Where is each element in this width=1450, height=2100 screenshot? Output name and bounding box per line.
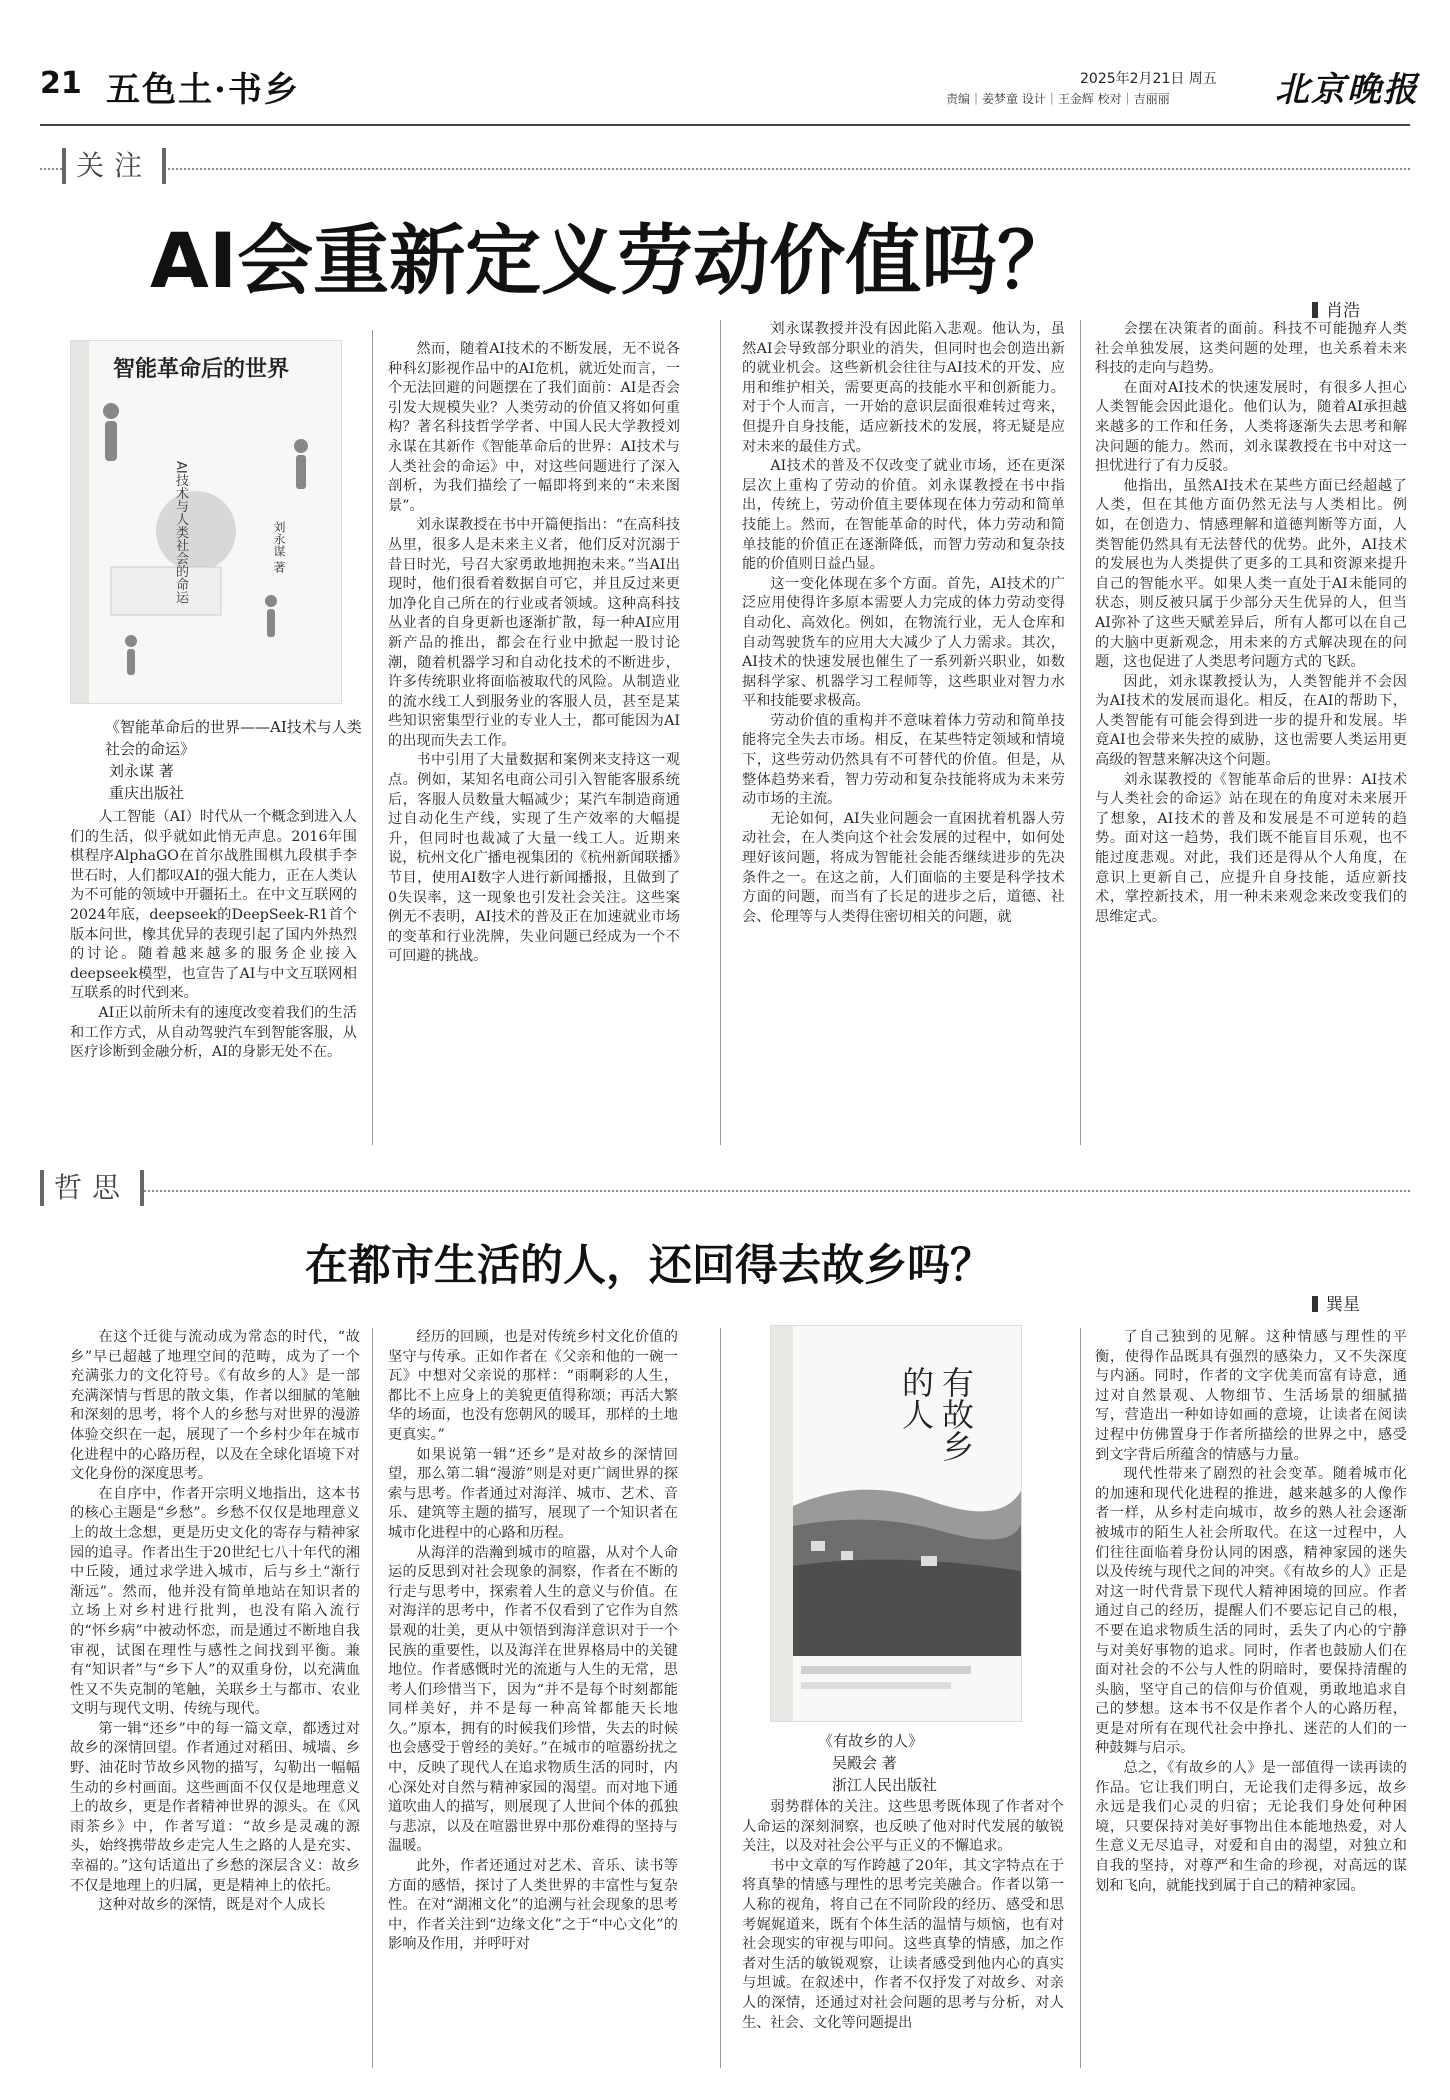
byline-marker — [1312, 1296, 1318, 1312]
article2-column-4 — [1095, 1328, 1407, 2068]
article1-column-3 — [742, 320, 1065, 1145]
paragraph: 现代性带来了剧烈的社会变革。随着城市化的加速和现代化进程的推进，越来越多的人像作者一样，从乡村走向城市，故乡的熟人社会逐渐被城市的陌生人社会所取代。在这一过程中，人们往往面临着身份认同的困惑，精神家园的迷失以及传统与现代之间的冲突。《有故乡的人》正是对这一时代背景下现代人精神困境的回应。作者通过自己的经历，提醒人们不要忘记自己的根，不要在追求物质生活的同时，丢失了内心的宁静与对美好事物的追求。同时，作者也鼓励人们在面对社会的不公与人性的阴暗时，要保持清醒的头脑，坚守自己的信仰与价值观，勇敢地追求自己的梦想。这本书不仅是作者个人的心路历程，更是对所有在现代社会中挣扎、迷茫的人们的一种鼓舞与启示。 — [1095, 1466, 1407, 1757]
page-number: 21 — [40, 66, 82, 101]
book-caption-publisher: 重庆出版社 — [109, 784, 185, 802]
paragraph: AI正以前所未有的速度改变着我们的生活和工作方式，从自动驾驶汽车到智能客服，从医疗诊断到金融分析，AI的身影无处不在。 — [70, 1004, 357, 1061]
paragraph: 第一辑“还乡”中的每一篇文章，都透过对故乡的深情回望。作者通过对稻田、城墙、乡野、油花时节故乡风物的描写，勾勒出一幅幅生动的乡村画面。这些画面不仅仅是地理意义上的故乡，更是作者精神世界的源头。在《风雨茶乡》中，作者写道：“故乡是灵魂的源头，始终携带故乡走完人生之路的人是充实、幸福的。”这句话道出了乡愁的深层含义：故乡不仅是地理上的归属，更是精神上的依托。 — [70, 1720, 360, 1894]
paragraph: AI技术的普及不仅改变了就业市场，还在更深层次上重构了劳动的价值。刘永谋教授在书中指出，传统上，劳动价值主要体现在体力劳动和简单技能上。然而，在智能革命的时代，体力劳动和简单技能的价值正在逐渐降低，而智力劳动和复杂技能的价值则日益凸显。 — [742, 458, 1065, 573]
byline-author: 肖浩 — [1326, 301, 1360, 321]
paragraph: 总之，《有故乡的人》是一部值得一读再读的作品。它让我们明白，无论我们走得多远，故乡永远是我们心灵的归宿；无论我们身处何种困境，只要保持对美好事物出住本能地热爱，对人生意义无尽追寻，对爱和自由的渴望，对独立和自我的坚持，对尊严和生命的珍视，对高远的谋划和飞向，就能找到属于自己的精神家园。 — [1095, 1760, 1407, 1894]
paragraph: 劳动价值的重构并不意味着体力劳动和简单技能将完全失去市场。相反，在某些特定领域和情境下，这些劳动仍然具有不可替代的价值。但是，从整体趋势来看，智力劳动和复杂技能将成为未来劳动市场的主流。 — [742, 712, 1065, 808]
book-cover-image — [70, 340, 342, 704]
book-caption-title: 《智能革命后的世界——AI技术与人类社会的命运》 — [105, 718, 362, 758]
paragraph: 人工智能（AI）时代从一个概念到进入人们的生活，似乎就如此悄无声息。2016年围棋程序AlphaGO在首尔战胜围棋九段棋手李世石时，人们都叹AI的强大能力，正在人类认为不可能的领域中开疆拓土。在中文互联网的2024年底，deepseek的DeepSeek-R1首个版本问世，橡其优异的表现引起了国内外热烈的讨论。随着越来越多的服务企业接入deepseek模型，也宣告了AI与中文互联网相互联系的时代到来。 — [70, 809, 357, 1002]
paragraph: 书中引用了大量数据和案例来支持这一观点。例如，某知名电商公司引入智能客服系统后，客服人员数量大幅减少；某汽车制造商通过自动化生产线，实现了生产效率的大幅提升，但同时也裁减了大量一线工人。近期来说，杭州文化广播电视集团的《杭州新闻联播》节目，使用AI数字人进行新闻播报，且做到了0失误率，这一现象也引发社会关注。这些案例无不表明，AI技术的普及正在加速就业市场的变革和行业洗牌，失业问题已经成为一个不可回避的挑战。 — [388, 752, 680, 965]
paragraph: 在自序中，作者开宗明义地指出，这本书的核心主题是“乡愁”。乡愁不仅仅是地理意义上的故土念想，更是历史文化的寄存与精神家园的追寻。作者出生于20世纪七八十年代的湘中丘陵，通过求学进入城市，后与乡土“渐行渐远”。然而，他并没有简单地站在知识者的立场上对乡村进行批判，也没有陷入流行的“怀乡病”中被动怀恋，而是通过不断地自我审视，试图在理性与感性之间找到平衡。兼有“知识者”与“乡下人”的双重身份，以充满血性又不失克制的笔触，关联乡土与都市、农业文明与现代文明、传统与现代。 — [70, 1485, 360, 1718]
book-cover-image — [770, 1325, 1022, 1722]
article2-column-1 — [70, 1328, 360, 2068]
paragraph: 经历的回顾，也是对传统乡村文化价值的坚守与传承。正如作者在《父亲和他的一碗一瓦》中想对父亲说的那样：“雨啊彩的人生，都比不上应身上的美貌更值得称颂；再活大繁华的场面，也没有您朝风的暖耳，那样的土地更真实。” — [388, 1329, 678, 1443]
book-cover-art — [71, 341, 341, 703]
editor-credits: 责编｜姜梦童 设计｜王金辉 校对｜吉丽丽 — [946, 92, 1170, 106]
article2-column-3 — [742, 1798, 1064, 2068]
book-cover-author: 刘永谋 著 — [272, 521, 286, 573]
paragraph: 书中文章的写作跨越了20年，其文字特点在于将真挚的情感与理性的思考完美融合。作者以第一人称的视角，将自己在不同阶段的经历、感受和思考娓娓道来，既有个体生活的温情与烦恼，也有对社会现实的审视与叩问。这些真挚的情感，加之作者对生活的敏锐观察，让读者感受到他内心的真实与坦诚。在叙述中，作者不仅抒发了对故乡、对亲人的深情，还通过对社会问题的思考与分析，对人生、社会、文化等问题提出 — [742, 1857, 1064, 2031]
book-caption-author: 吴殿会 著 — [832, 1754, 897, 1772]
paragraph: 他指出，虽然AI技术在某些方面已经超越了人类，但在其他方面仍然无法与人类相比。例如，在创造力、情感理解和道德判断等方面，人类智能仍然具有无法替代的优势。此外，AI技术的发展也为人类提供了更多的工具和资源来提升自己的智能水平。如果人类一直处于AI未能同的状态，则反被只属于少部分天生优异的人，但当AI弥补了这些天赋差异后，所有人都可以在自己的大脑中更新观念，用未来的方式解决现在的问题，这也促进了人类思考问题方式的飞跃。 — [1095, 477, 1407, 671]
header-rule — [40, 124, 1410, 126]
paragraph: 刘永谋教授并没有因此陷入悲观。他认为，虽然AI会导致部分职业的消失，但同时也会创造出新的就业机会。这些新机会往往与AI技术的开发、应用和维护相关，需要更高的技能水平和创新能力。对于个人而言，一开始的意识层面很难转过弯来，但提升自身技能，适应新技术的发展，将无疑是应对未来的最佳方式。 — [742, 321, 1065, 455]
paragraph: 这一变化体现在多个方面。首先，AI技术的广泛应用使得许多原本需要人力完成的体力劳动变得自动化、高效化。例如，在物流行业，无人仓库和自动驾驶货车的应用大大减少了人力需求。其次，AI技术的快速发展也催生了一系列新兴职业，如数据科学家、机器学习工程师等，这些职业对智力水平和技能要求极高。 — [742, 575, 1065, 710]
newspaper-logo: 北京晚报 — [1275, 70, 1419, 110]
column-rule — [720, 320, 721, 1145]
page-header — [30, 62, 1420, 122]
column-rule — [1080, 320, 1081, 1145]
book-cover-subtitle: AI技术与人类社会的命运 — [173, 461, 188, 604]
paragraph: 在面对AI技术的快速发展时，有很多人担心人类智能会因此退化。他们认为，随着AI承担越来越多的工作和任务，人类将逐渐失去思考和解决问题的能力。然而，刘永谋教授在书中对这一担忧进行了有力反驳。 — [1095, 379, 1407, 475]
section-tag-focus: 关注 — [62, 148, 166, 184]
paragraph: 然而，随着AI技术的不断发展，无不说各种科幻影视作品中的AI危机，就近处而言，一个无法回避的问题摆在了我们面前：AI是否会引发大规模失业？人类劳动的价值又将如何重构？著名科技哲学学者、中国人民大学教授刘永谋在其新作《智能革命后的世界：AI技术与人类社会的命运》中，对这些问题进行了深入剖析，为我们描绘了一幅即将到来的“未来图景”。 — [388, 341, 680, 514]
book-caption — [105, 716, 365, 804]
paragraph: 无论如何，AI失业问题会一直困扰着机器人劳动社会，在人类向这个社会发展的过程中，如何处理好该问题，将成为智能社会能否继续进步的先决条件之一。在这之前，人们面临的主要是科学技术方面的问题，而当有了长足的进步之后，道德、社会、伦理等与人类得住密切相关的问题，就 — [742, 810, 1065, 925]
paragraph: 弱势群体的关注。这些思考既体现了作者对个人命运的深刻洞察，也反映了他对时代发展的敏锐关注，以及对社会公平与正义的不懈追求。 — [742, 1799, 1064, 1855]
byline-marker — [1312, 302, 1318, 318]
article1-column-4 — [1095, 320, 1407, 1145]
article-byline — [1312, 296, 1360, 321]
book-caption — [818, 1730, 1038, 1796]
article2-column-2 — [388, 1328, 678, 2068]
issue-date: 2025年2月21日 周五 — [1080, 71, 1217, 87]
section-divider — [40, 1190, 1410, 1192]
article-byline — [1312, 1290, 1360, 1315]
article-headline: 在都市生活的人，还回得去故乡吗？ — [305, 1241, 993, 1291]
article-headline: AI会重新定义劳动价值吗？ — [150, 216, 1074, 305]
paragraph: 在这个迁徙与流动成为常态的时代，“故乡”早已超越了地理空间的范畴，成为了一个充满张力的文化符号。《有故乡的人》是一部充满深情与哲思的散文集，作者以细腻的笔触和深刻的思考，将个人的乡愁与对世界的漫游体验交织在一起，展现了一个乡村少年在城市化进程中的心路历程，以及在全球化语境下对文化身份的深度思考。 — [70, 1329, 360, 1483]
section-tag-reflection: 哲思 — [40, 1170, 144, 1206]
byline-author: 巽星 — [1326, 1295, 1360, 1315]
paragraph: 这种对故乡的深情，既是对个人成长 — [98, 1897, 326, 1914]
book-caption-author: 刘永谋 著 — [109, 762, 174, 780]
section-divider — [40, 168, 1410, 170]
section-masthead: 五色土·书乡 — [106, 70, 300, 110]
book-caption-publisher: 浙江人民出版社 — [832, 1776, 938, 1794]
column-rule — [372, 1328, 373, 2068]
article1-column-2 — [388, 340, 680, 1145]
paragraph: 如果说第一辑“还乡”是对故乡的深情回望，那么第二辑“漫游”则是对更广阔世界的探索与思考。作者通过对海洋、城市、艺术、音乐、建筑等主题的描写，展现了一个知识者在城市化进程中的心路和历程。 — [388, 1446, 678, 1541]
paragraph: 会摆在决策者的面前。科技不可能抛弃人类社会单独发展，这类问题的处理，也关系着未来科技的走向与趋势。 — [1095, 321, 1407, 377]
book-caption-title: 《有故乡的人》 — [818, 1732, 924, 1750]
book-cover-title: 有故乡的人 — [897, 1366, 975, 1462]
paragraph: 此外，作者还通过对艺术、音乐、读书等方面的感悟，探讨了人类世界的丰富性与复杂性。在对“湖湘文化”的追溯与社会现象的思考中，作者关注到“边缘文化”之于“中心文化”的影响及作用，并呼吁对 — [388, 1858, 678, 1953]
column-rule — [372, 330, 373, 1145]
column-rule — [1080, 1328, 1081, 2068]
article1-column-1 — [70, 808, 357, 1143]
paragraph: 因此，刘永谋教授认为，人类智能并不会因为AI技术的发展而退化。相反，在AI的帮助下，人类智能有可能会得到进一步的提升和发展。毕竟AI也会带来失控的威胁，这也需要人类运用更高级的智慧来解决这个问题。 — [1095, 673, 1407, 769]
paragraph: 了自己独到的见解。这种情感与理性的平衡，使得作品既具有强烈的感染力，又不失深度与内涵。同时，作者的文字优美而富有诗意，通过对自然景观、人物细节、生活场景的细腻描写，营造出一种如诗如画的意境，让读者在阅读过程中仿佛置身于作者所描绘的世界之中，感受到文字背后所蕴含的情感与力量。 — [1095, 1329, 1407, 1463]
paragraph: 刘永谋教授的《智能革命后的世界：AI技术与人类社会的命运》站在现在的角度对未来展开了想象，AI技术的普及和发展是不可逆转的趋势。面对这一趋势，我们既不能盲目乐观，也不能过度悲观。对此，我们还是得从个人角度，在意识上更新自己，应提升自身技能，适应新技术，掌控新技术，用一种未来观念来改变我们的思维定式。 — [1095, 771, 1407, 925]
paragraph: 刘永谋教授在书中开篇便指出：“在高科技丛里，很多人是未来主义者，他们反对沉溺于昔日时光，号召大家勇敢地拥抱未来。”当AI出现时，他们很看着数据自可它，并且反过来更加净化自己所在的行业或者领域。这种高科技丛业者的自身更新也逐渐扩散，每一种AI应用新产品的推出，都会在行业中掀起一股讨论潮，随着机器学习和自动化技术的不断进步，许多传统职业将面临被取代的风险。从制造业的流水线工人到服务业的客服人员，甚至是某些知识密集型行业的专业人士，都可能因为AI的出现而失去工作。 — [388, 517, 680, 749]
column-rule — [720, 1328, 721, 2068]
book-cover-title: 智能革命后的世界 — [113, 357, 290, 382]
paragraph: 从海洋的浩瀚到城市的喧嚣，从对个人命运的反思到对社会现象的洞察，作者在不断的行走与思考中，探索着人生的意义与价值。在对海洋的思考中，作者不仅看到了它作为自然景观的壮美，更从中领悟到海洋意识对于一个民族的重要性，以及海洋在世界格局中的关键地位。作者感慨时光的流逝与人生的无常，思考人们珍惜当下，因为“并不是每个时刻都能同样美好，并不是每一种高耸都能天长地久。”原本，拥有的时候我们珍惜，失去的时候也会感受于曾经的美好。”在城市的喧嚣纷扰之中，反映了现代人在追求物质生活的同时，内心深处对自然与精神家园的渴望。而对地下通道吹曲人的描写，则展现了人世间个体的孤独与悲凉，以及在喧嚣世界中那份难得的坚持与温暖。 — [388, 1544, 678, 1855]
